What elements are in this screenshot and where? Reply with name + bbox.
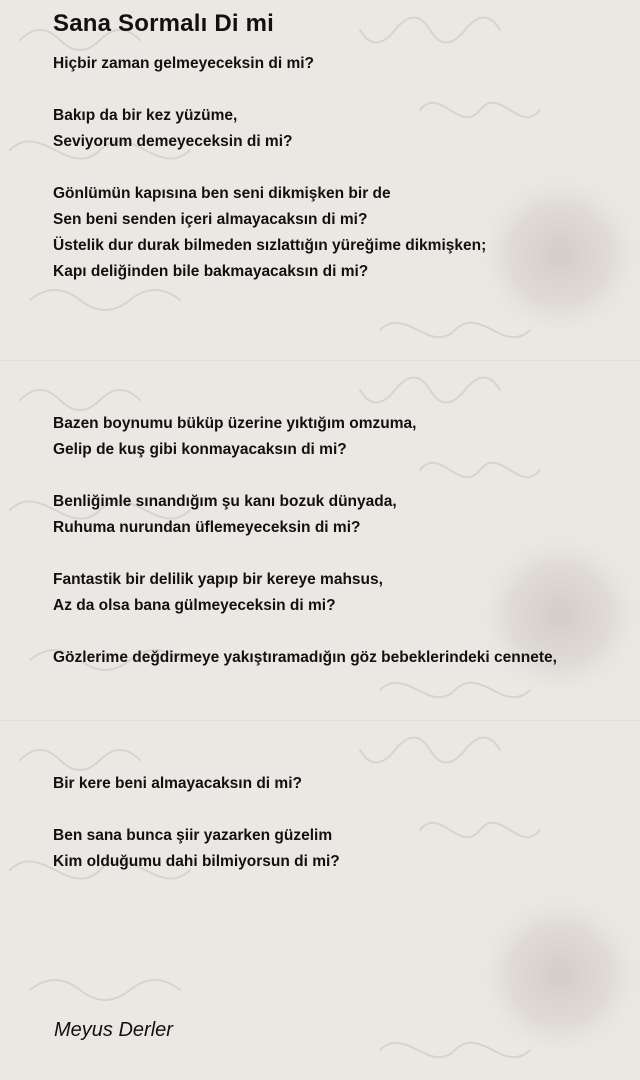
ink-stain-decoration xyxy=(475,170,640,1060)
poem-line: Seviyorum demeyeceksin di mi? xyxy=(53,133,293,150)
poem-line: Kapı deliğinden bile bakmayacaksın di mi? xyxy=(53,263,369,280)
poem-line: Az da olsa bana gülmeyeceksin di mi? xyxy=(53,597,336,614)
poem-line: Gönlümün kapısına ben seni dikmişken bir de xyxy=(53,185,391,202)
stanza-6 xyxy=(53,567,383,619)
stanza-5 xyxy=(53,489,397,541)
poem-line: Gözlerime değdirmeye yakıştıramadığın göz bebeklerindeki cennete, xyxy=(53,649,557,666)
poem-line: Benliğimle sınandığım şu kanı bozuk dünyada, xyxy=(53,493,397,510)
stanza-9 xyxy=(53,823,340,875)
poem-line: Bakıp da bir kez yüzüme, xyxy=(53,107,238,124)
poem-line: Bir kere beni almayacaksın di mi? xyxy=(53,775,302,792)
stanza-1 xyxy=(53,51,314,77)
poem-line: Üstelik dur durak bilmeden sızlattığın yüreğime dikmişken; xyxy=(53,237,487,254)
poem-line: Sen beni senden içeri almayacaksın di mi? xyxy=(53,211,368,228)
poem-line: Ruhuma nurundan üflemeyeceksin di mi? xyxy=(53,519,361,536)
poem-title: Sana Sormalı Di mi xyxy=(53,10,275,37)
stanza-2 xyxy=(53,103,293,155)
poem-line: Gelip de kuş gibi konmayacaksın di mi? xyxy=(53,441,347,458)
stanza-4 xyxy=(53,411,416,463)
stanza-8 xyxy=(53,771,302,797)
stanza-3 xyxy=(53,181,486,285)
poem-line: Kim olduğumu dahi bilmiyorsun di mi? xyxy=(53,853,340,870)
poem-line: Ben sana bunca şiir yazarken güzelim xyxy=(53,827,333,844)
poem-line: Hiçbir zaman gelmeyeceksin di mi? xyxy=(53,55,315,72)
poem-line: Fantastik bir delilik yapıp bir kereye mahsus, xyxy=(53,571,383,588)
poem-line: Bazen boynumu büküp üzerine yıktığım omzuma, xyxy=(53,415,417,432)
stanza-7 xyxy=(53,645,557,671)
poem-author: Meyus Derler xyxy=(54,1019,173,1041)
